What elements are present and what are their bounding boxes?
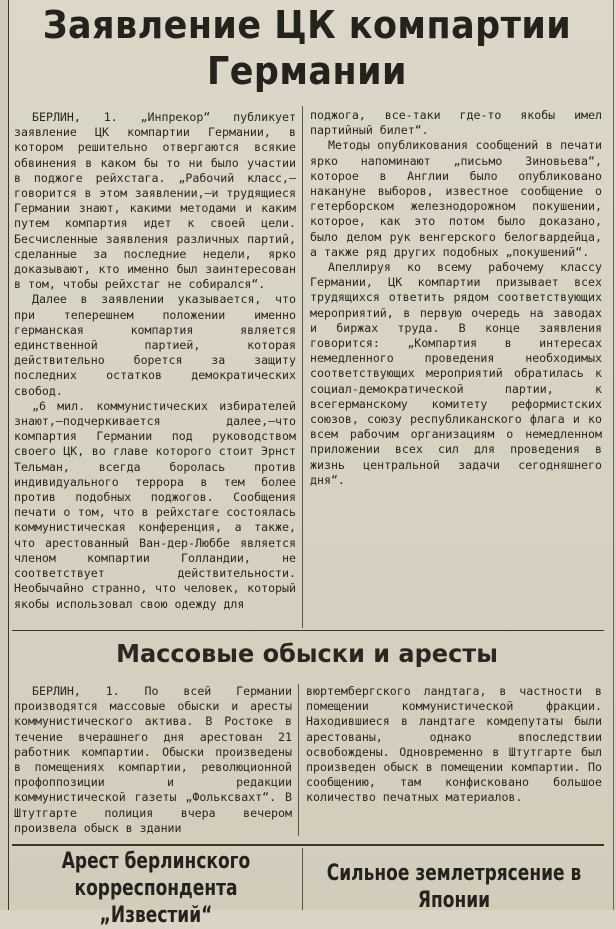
article2-paragraph-1: БЕРЛИН, 1. По всей Германии производятся массовые обыски и аресты коммунистического актива. В Ростоке в течение вчерашнего дня арестован 21 работник компартии. Обыски произведены в помещениях компартии, революционной профоппозиции и редакции коммунистической газеты „Фольксвахт“. В Штутгарте полиция вчера вечером произвела обыск в здании [14,684,292,835]
section-divider-bottom [12,844,604,846]
article1-column-right [310,108,602,628]
article1-paragraph-3: поджога, все-таки где-то якобы имел партийный билет“. [310,108,602,138]
article2-column-divider [298,684,299,836]
article1-paragraph-5: Апеллируя ко всему рабочему классу Германии, ЦК компартии призывает всех трудящихся ответить рядом соответствующих мероприятий, в первую очередь на заводах и биржах труда. В конце заявления говорится: „Компартия в интересах немедленного проведения необходимых соответствующих мероприятий обратилась к социал-демократической партии, к всегерманскому комитету реформистских союзов, союзу республиканского флага и ко всем рабочим организациям о немедленном приложении всех сил для проведения в жизнь центральной задачи сегодняшнего дня“. [310,260,602,487]
article1-paragraph-3: „6 мил. коммунистических избирателей знают,—подчеркивается далее,—что компартия Германии под руководством своего ЦК, во главе которого стоит Эрнст Тельман, всегда боролась против индивидуального террора в тем более против подобных поджогов. Сообщения печати о том, что в рейхстаге состоялась коммунистическая конференция, а также, что арестованный Ван-дер-Люббе является членом компартии Голландии, не соответствует действительности. Необычайно странно, что человек, который якобы использовал свою одежду для [14,398,296,611]
article1-paragraph-4: Методы опубликования сообщений в печати ярко напоминают „письмо Зиновьева“, которое в Англии было опубликовано накануне выборов, известное сообщение о гетерборском железнодорожном покушении, которое, как это потом было доказано, было делом рук венгерского белогвардейца, а также ряд других подобных „покушений“. [310,138,602,259]
article1-paragraph-2: Далее в заявлении указывается, что при теперешнем положении именно германская компартия является единственной партией, которая действительно борется за защиту последних остатков демократических свобод. [14,292,296,398]
article2-column-right [306,684,602,838]
left-page-margin [0,0,9,910]
right-edge-rule [613,0,614,910]
article1-column-left [14,110,296,624]
article1-column-divider [302,106,303,628]
section-divider-top [12,630,604,631]
section-subhead: Массовые обыски и аресты [116,639,498,668]
article1-paragraph-1: БЕРЛИН, 1. „Инпрекор“ публикует заявление ЦК компартии Германии, в котором решительно отвергаются всякие обвинения в каком бы то ни было участии в поджоге рейхстага. „Рабочий класс,—говорится в этом заявлении,—и трудящиеся Германии знают, какими методами и каким путем компартия идет к своей цели. Бесчисленные заявления различных партий, сделанные за последние недели, ярко доказывают, кто именно был заинтересован в том, чтобы рейхстаг не собирался“. [14,110,296,292]
headline-earthquake-japan: Сильное землетрясение в Японии [326,861,582,913]
headline-arrest-correspondent: Арест берлинского корреспондента „Известий“ [61,849,251,928]
article2-column-left [14,684,292,836]
bottom-heads-divider [302,848,303,910]
main-headline: Заявление ЦК компартии Германии [42,3,572,93]
article2-paragraph-1: вюртембергского ландтага, в частности в помещении коммунистической фракции. Находившиеся в ландтаге комдепутаты были арестованы, однако впоследствии освобождены. Одновременно в Штутгарте был произведен обыск в помещении компартии. По сообщению, там конфисковано большое количество печатных материалов. [306,684,602,805]
